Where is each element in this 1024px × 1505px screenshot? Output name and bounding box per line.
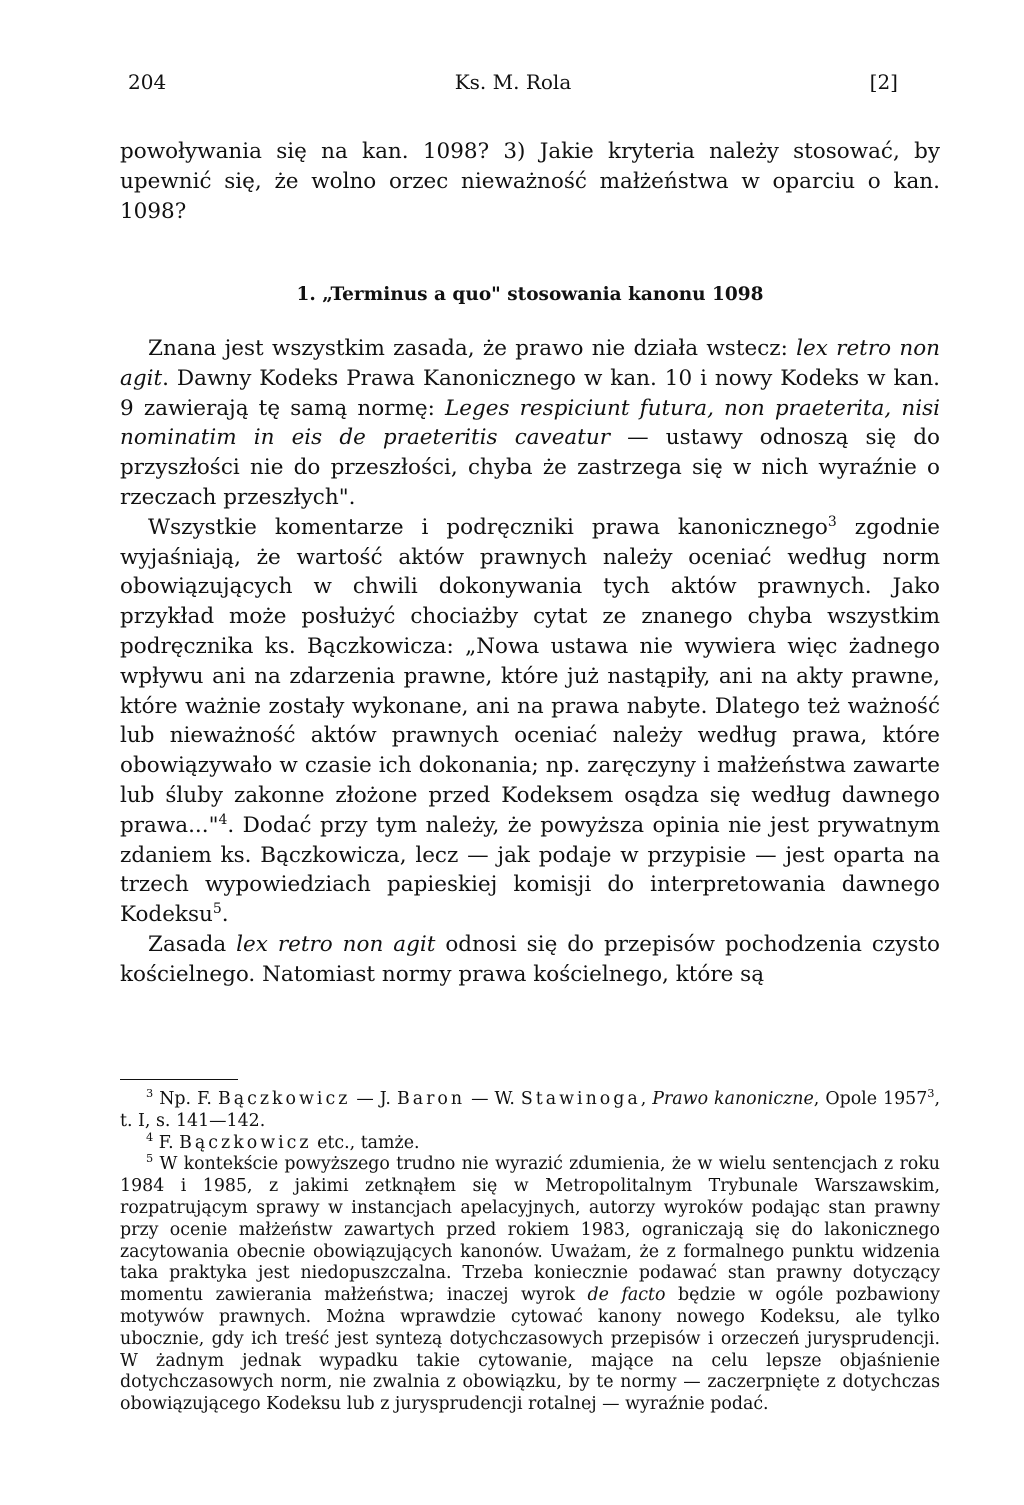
footnote-3 bbox=[120, 1089, 940, 1133]
main-text bbox=[120, 334, 940, 990]
footnote-3-mark: 3 bbox=[146, 1087, 154, 1101]
fn3-sep-3: , bbox=[640, 1089, 653, 1109]
p1-latin-phrase: lex retro non agit bbox=[120, 336, 940, 391]
p1-text-a: Znana jest wszystkim zasada, że prawo nie działa wstecz: bbox=[148, 336, 797, 361]
section-heading: 1. „Terminus a quo" stosowania kanonu 1098 bbox=[296, 284, 764, 305]
fn5-latin-phrase: de facto bbox=[587, 1285, 666, 1306]
footnote-5-mark: 5 bbox=[146, 1152, 154, 1166]
paragraph-3 bbox=[120, 930, 940, 990]
fn5-text-a: W kontekście powyższego trudno nie wyrazić zdumienia, że w wielu sentencjach z roku 1984 i 1985, z jakimi zetknąłem się w Metropolitalnym Trybunale Warszawskim, rozpatrującym sprawy w instancjach apelacyjnych, autorzy wyroków podając stan prawny przy ocenie małżeństw zawartych przed rokiem 1983, ograniczają się do lakonicznego zacytowania obecnie obowiązujących kanonów. Uważam, że z formalnego punktu widzenia taka praktyka jest niedopuszczalna. Trzeba koniecznie podawać stan prawny dotyczący momentu zawierania małżeństwa; inaczej wyrok bbox=[120, 1154, 940, 1306]
running-title: Ks. M. Rola bbox=[454, 70, 572, 94]
fn4-pre: F. bbox=[153, 1132, 180, 1153]
p2-text-a: Wszystkie komentarze i podręczniki prawa kanonicznego bbox=[148, 514, 828, 540]
p2-text-b: zgodnie wyjaśniają, że wartość aktów prawnych należy oceniać według norm obowiązujących w chwili dokonywania tych aktów prawnych. Jako przykład może posłużyć chociażby cytat ze znanego chyba wszystkim podręcznika ks. Bączkowicza: „Nowa ustawa nie wywiera więc żadnego wpływu ani na zdarzenia prawne, które już nastąpiły, ani na akty prawne, które ważnie zostały wykonane, ani na prawa nabyte. Dlatego też ważność lub nieważność aktów prawnych oceniać należy według prawa, które obowiązywało w czasie ich dokonania; np. zaręczyny i małżeństwa zawarte lub śluby zakonne złożone przed Kodeksem osądza się według dawnego prawa..." bbox=[120, 514, 940, 838]
fn4-author: Bączkowicz bbox=[179, 1132, 312, 1153]
p3-text-a: Zasada bbox=[148, 931, 237, 957]
paragraph-1 bbox=[120, 334, 940, 513]
footnote-divider bbox=[120, 1079, 238, 1080]
page-number: 204 bbox=[128, 70, 167, 94]
footnote-5 bbox=[120, 1154, 940, 1416]
p2-text-d: . bbox=[221, 902, 229, 928]
fn3-book-title: Prawo kanoniczne bbox=[652, 1089, 814, 1109]
fn3-edition: 3 bbox=[927, 1087, 935, 1101]
fn3-sep-1: — J. bbox=[350, 1089, 397, 1109]
footnotes bbox=[120, 1089, 940, 1416]
section-marker: [2] bbox=[869, 70, 898, 94]
footnote-4 bbox=[120, 1130, 940, 1155]
fn4-rest: etc., tamże. bbox=[311, 1132, 420, 1153]
p1-text-b: . Dawny Kodeks Prawa Kanonicznego w kan. 10 i nowy Kodeks w kan. 9 zawierają tę samą normę: bbox=[120, 365, 940, 421]
fn3-rest: , t. I, s. 141—142. bbox=[120, 1089, 941, 1131]
p1-text-c: — ustawy odnoszą się do przyszłości nie do przeszłości, chyba że zastrzega się w nich wyraźnie o rzeczach przeszłych". bbox=[120, 425, 940, 510]
footnote-ref-5: 5 bbox=[212, 900, 222, 917]
fn3-pre: Np. F. bbox=[153, 1089, 218, 1109]
footnote-4-mark: 4 bbox=[146, 1130, 154, 1144]
paragraph-2 bbox=[120, 513, 940, 930]
fn3-sep-2: — W. bbox=[465, 1089, 521, 1109]
footnote-ref-4: 4 bbox=[218, 811, 228, 828]
intro-paragraph: powoływania się na kan. 1098? 3) Jakie kryteria należy stosować, by upewnić się, że wolno orzec nieważność małżeństwa w oparciu o kan. 1098? bbox=[120, 139, 940, 224]
fn3-author-3: Stawinoga bbox=[520, 1089, 641, 1109]
intro-paragraph-block bbox=[120, 137, 940, 226]
fn3-author-1: Bączkowicz bbox=[217, 1089, 351, 1109]
footnote-ref-3: 3 bbox=[827, 513, 837, 530]
p2-text-c: . Dodać przy tym należy, że powyższa opinia nie jest prywatnym zdaniem ks. Bączkowicza, lecz — jak podaje w przypisie — jest oparta na trzech wypowiedziach papieskiej komisji do interpretowania dawnego Kodeksu bbox=[120, 812, 940, 928]
p3-text-b: odnosi się do przepisów pochodzenia czysto kościelnego. Natomiast normy prawa kościelnego, które są bbox=[120, 931, 940, 987]
p3-latin-phrase: lex retro non agit bbox=[236, 931, 436, 957]
fn3-place: , Opole 1957 bbox=[813, 1089, 928, 1109]
fn3-author-2: Baron bbox=[396, 1089, 466, 1109]
p1-latin-canon: Leges respiciunt futura, non praeterita, nisi nominatim in eis de praeteritis caveatur bbox=[120, 395, 940, 451]
running-header bbox=[128, 70, 898, 104]
fn5-text-b: będzie w ogóle pozbawiony motywów prawnych. Można wprawdzie cytować kanony nowego Kodeksu, ale tylko ubocznie, gdy ich treść jest syntezą dotychczasowych przepisów i orzeczeń jurysprudencji. W żadnym jednak wypadku takie cytowanie, mające na celu lepsze objaśnienie dotychczasowych norm, nie zwalnia z obowiązku, by te normy — zaczerpnięte z dotychczas obowiązującego Kodeksu lub z jurysprudencji rotalnej — wyraźnie podać. bbox=[120, 1285, 940, 1415]
